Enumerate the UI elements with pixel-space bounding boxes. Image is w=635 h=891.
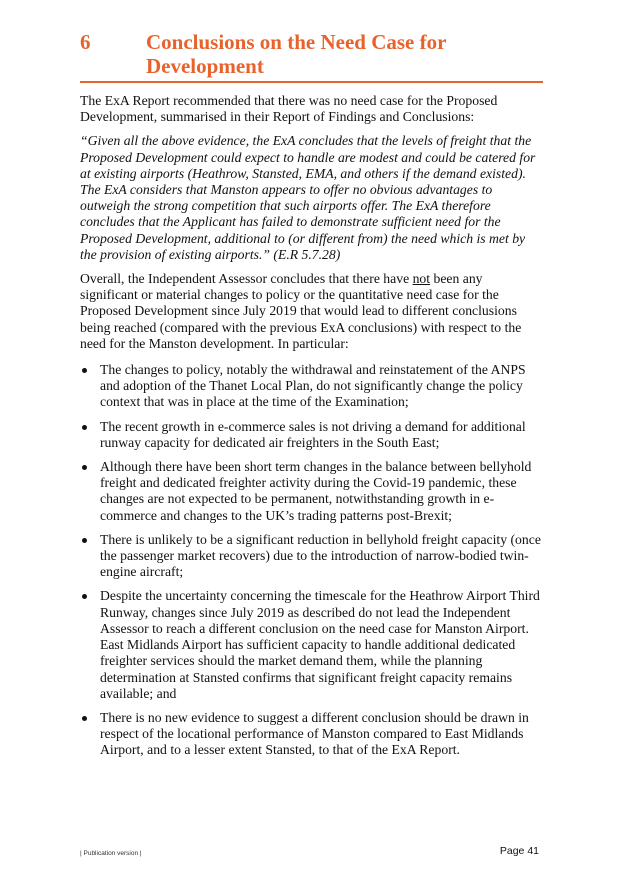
- bullet-icon: [82, 425, 87, 430]
- list-item: [80, 532, 542, 581]
- bullet-icon: [82, 538, 87, 543]
- list-item-text: Although there have been short term changes in the balance between bellyhold freight and dedicated freighter activity during the Covid-19 pandemic, these changes are not expected to be permanent, notwithstanding growth in e-commerce and changes to the UK’s trading patterns post-Brexit;: [100, 459, 532, 523]
- section-heading: [80, 30, 543, 83]
- section-title: Conclusions on the Need Case for Development: [146, 30, 447, 78]
- bullet-icon: [82, 716, 87, 721]
- list-item: [80, 419, 542, 451]
- list-item: [80, 459, 542, 524]
- conclusions-list: [80, 362, 542, 758]
- document-body: [80, 93, 542, 767]
- intro-paragraph: The ExA Report recommended that there was no need case for the Proposed Development, summarised in their Report of Findings and Conclusions:: [80, 93, 498, 125]
- list-item-text: There is unlikely to be a significant reduction in bellyhold freight capacity (once the passenger market recovers) due to the introduction of narrow-bodied twin-engine aircraft;: [100, 531, 541, 580]
- bullet-icon: [82, 368, 87, 373]
- overall-text-after: been any significant or material changes to policy or the quantitative need case for the Proposed Development since July 2019 that would lead to different conclusions being reached (compared with the previous ExA conclusions) with respect to the need for the Manston development. In particular:: [80, 271, 522, 351]
- list-item-text: The changes to policy, notably the withdrawal and reinstatement of the ANPS and adoption of the Thanet Local Plan, do not significantly change the policy context that was in place at the time of the Examination;: [100, 362, 526, 410]
- overall-underlined-word: not: [412, 271, 431, 287]
- section-number: 6: [80, 30, 91, 54]
- overall-text-before: Overall, the Independent Assessor concludes that there have: [80, 271, 413, 287]
- bullet-icon: [82, 594, 87, 599]
- list-item: [80, 362, 542, 411]
- list-item-text: The recent growth in e-commerce sales is not driving a demand for additional runway capacity for dedicated air freighters in the South East;: [100, 418, 526, 450]
- bullet-icon: [82, 465, 87, 470]
- quoted-conclusion: “Given all the above evidence, the ExA concludes that the levels of freight that the Proposed Development could expect to handle are modest and could be catered for at existing airports (Heathrow, Stansted, EMA, and others if the demand existed). The ExA considers that Manston appears to offer no obvious advantages to outweigh the strong competition that such airports offer. The ExA therefore concludes that the Applicant has failed to demonstrate sufficient need for the Proposed Development, additional to (or different from) the need which is met by the provision of existing airports.” (E.R 5.7.28): [80, 133, 536, 262]
- page-number: Page 41: [499, 845, 539, 857]
- list-item: [80, 710, 542, 759]
- overall-paragraph: [80, 271, 542, 352]
- footer-version: | Publication version |: [80, 850, 142, 857]
- list-item-text: Despite the uncertainty concerning the timescale for the Heathrow Airport Third Runway, changes since July 2019 as described do not lead the Independent Assessor to reach a different conclusion on the need case for Manston Airport. East Midlands Airport has sufficient capacity to handle additional dedicated freighter services should the market demand them, while the planning determination at Stansted confirms that significant freight capacity remains available; and: [100, 588, 540, 701]
- list-item-text: There is no new evidence to suggest a different conclusion should be drawn in respect of the locational performance of Manston compared to East Midlands Airport, and to a lesser extent Stansted, to that of the ExA Report.: [100, 709, 529, 758]
- list-item: [80, 588, 542, 701]
